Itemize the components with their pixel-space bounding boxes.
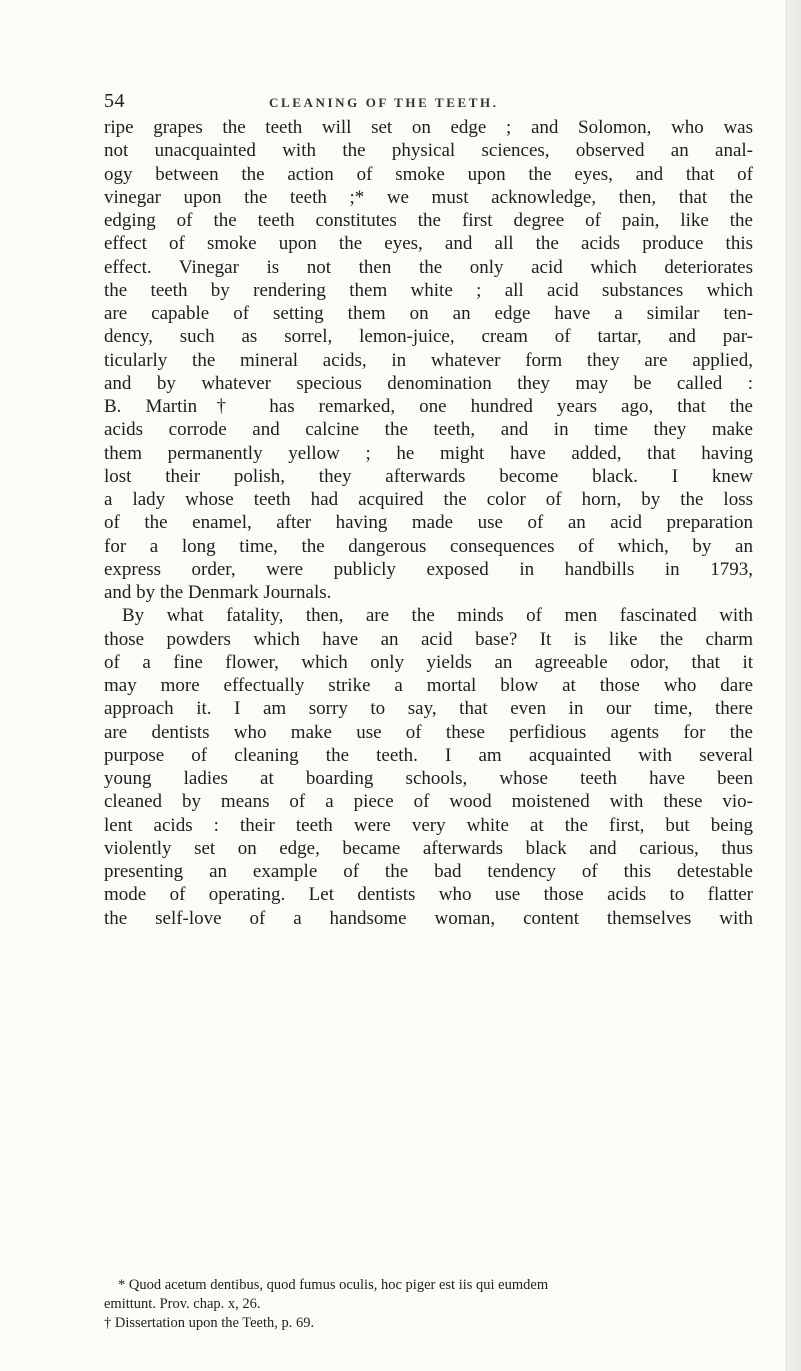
page-header <box>104 90 754 114</box>
text-line: lost their polish, they afterwards become black. I knew <box>104 465 753 487</box>
page-edge <box>786 0 801 1371</box>
text-line: express order, were publicly exposed in handbills in 1793, <box>104 558 753 580</box>
text-line: violently set on edge, became afterwards black and carious, thus <box>104 837 753 859</box>
text-line: are capable of setting them on an edge have a similar ten- <box>104 303 753 324</box>
text-line: lent acids : their teeth were very white at the first, but being <box>104 814 753 836</box>
text-line: edging of the teeth constitutes the first degree of pain, like the <box>104 210 753 231</box>
text-line: acids corrode and calcine the teeth, and in time they make <box>104 419 753 441</box>
text-line: presenting an example of the bad tendency of this detestable <box>104 861 753 882</box>
footnote-1: * Quod acetum dentibus, quod fumus oculis, hoc piger est iis qui eumdem <box>118 1277 549 1293</box>
text-line: of a fine flower, which only yields an agreeable odor, that it <box>104 651 753 673</box>
text-line: ripe grapes the teeth will set on edge ; and Solomon, who was <box>104 117 753 138</box>
text-line: for a long time, the dangerous consequences of which, by an <box>104 535 753 557</box>
page-number: 54 <box>104 90 125 112</box>
text-line: the teeth by rendering them white ; all acid substances which <box>104 279 753 301</box>
text-line: ticularly the mineral acids, in whatever form they are applied, <box>104 349 753 371</box>
paragraph-2 <box>104 604 753 930</box>
text-line: the self-love of a handsome woman, content themselves with <box>104 907 753 929</box>
text-line: not unacquainted with the physical sciences, observed an anal- <box>104 140 753 162</box>
text-line: approach it. I am sorry to say, that even in our time, there <box>104 698 753 720</box>
text-line: of the enamel, after having made use of an acid preparation <box>104 512 753 534</box>
text-line: and by the Denmark Journals. <box>104 582 332 603</box>
footnotes <box>104 1276 753 1333</box>
text-line: a lady whose teeth had acquired the color of horn, by the loss <box>104 489 753 510</box>
running-head: CLEANING OF THE TEETH. <box>269 95 499 110</box>
text-line: and by whatever specious denomination they may be called : <box>104 372 753 394</box>
text-line: effect of smoke upon the eyes, and all the acids produce this <box>104 233 753 255</box>
text-line: effect. Vinegar is not then the only acid which deteriorates <box>104 256 753 278</box>
text-line: cleaned by means of a piece of wood moistened with these vio- <box>104 791 753 813</box>
text-line: may more effectually strike a mortal blow at those who dare <box>104 675 753 696</box>
text-line: dency, such as sorrel, lemon-juice, cream of tartar, and par- <box>104 326 753 348</box>
text-line: vinegar upon the teeth ;* we must acknowledge, then, that the <box>104 186 753 208</box>
text-line: By what fatality, then, are the minds of men fascinated with <box>122 605 753 627</box>
text-line: young ladies at boarding schools, whose teeth have been <box>104 768 753 789</box>
text-line: purpose of cleaning the teeth. I am acquainted with several <box>104 744 753 766</box>
paragraph-1 <box>104 116 753 604</box>
text-line: those powders which have an acid base? It is like the charm <box>104 628 753 650</box>
body-text <box>104 116 753 930</box>
footnote-2: † Dissertation upon the Teeth, p. 69. <box>104 1315 315 1331</box>
text-line: mode of operating. Let dentists who use those acids to flatter <box>104 884 753 906</box>
text-line: them permanently yellow ; he might have added, that having <box>104 442 753 464</box>
text-line: ogy between the action of smoke upon the eyes, and that of <box>104 163 753 185</box>
text-line: are dentists who make use of these perfidious agents for the <box>104 721 753 743</box>
text-line: B. Martin† has remarked, one hundred years ago, that the <box>104 396 753 417</box>
footnote-1-continued: emittunt. Prov. chap. x, 26. <box>104 1296 261 1312</box>
